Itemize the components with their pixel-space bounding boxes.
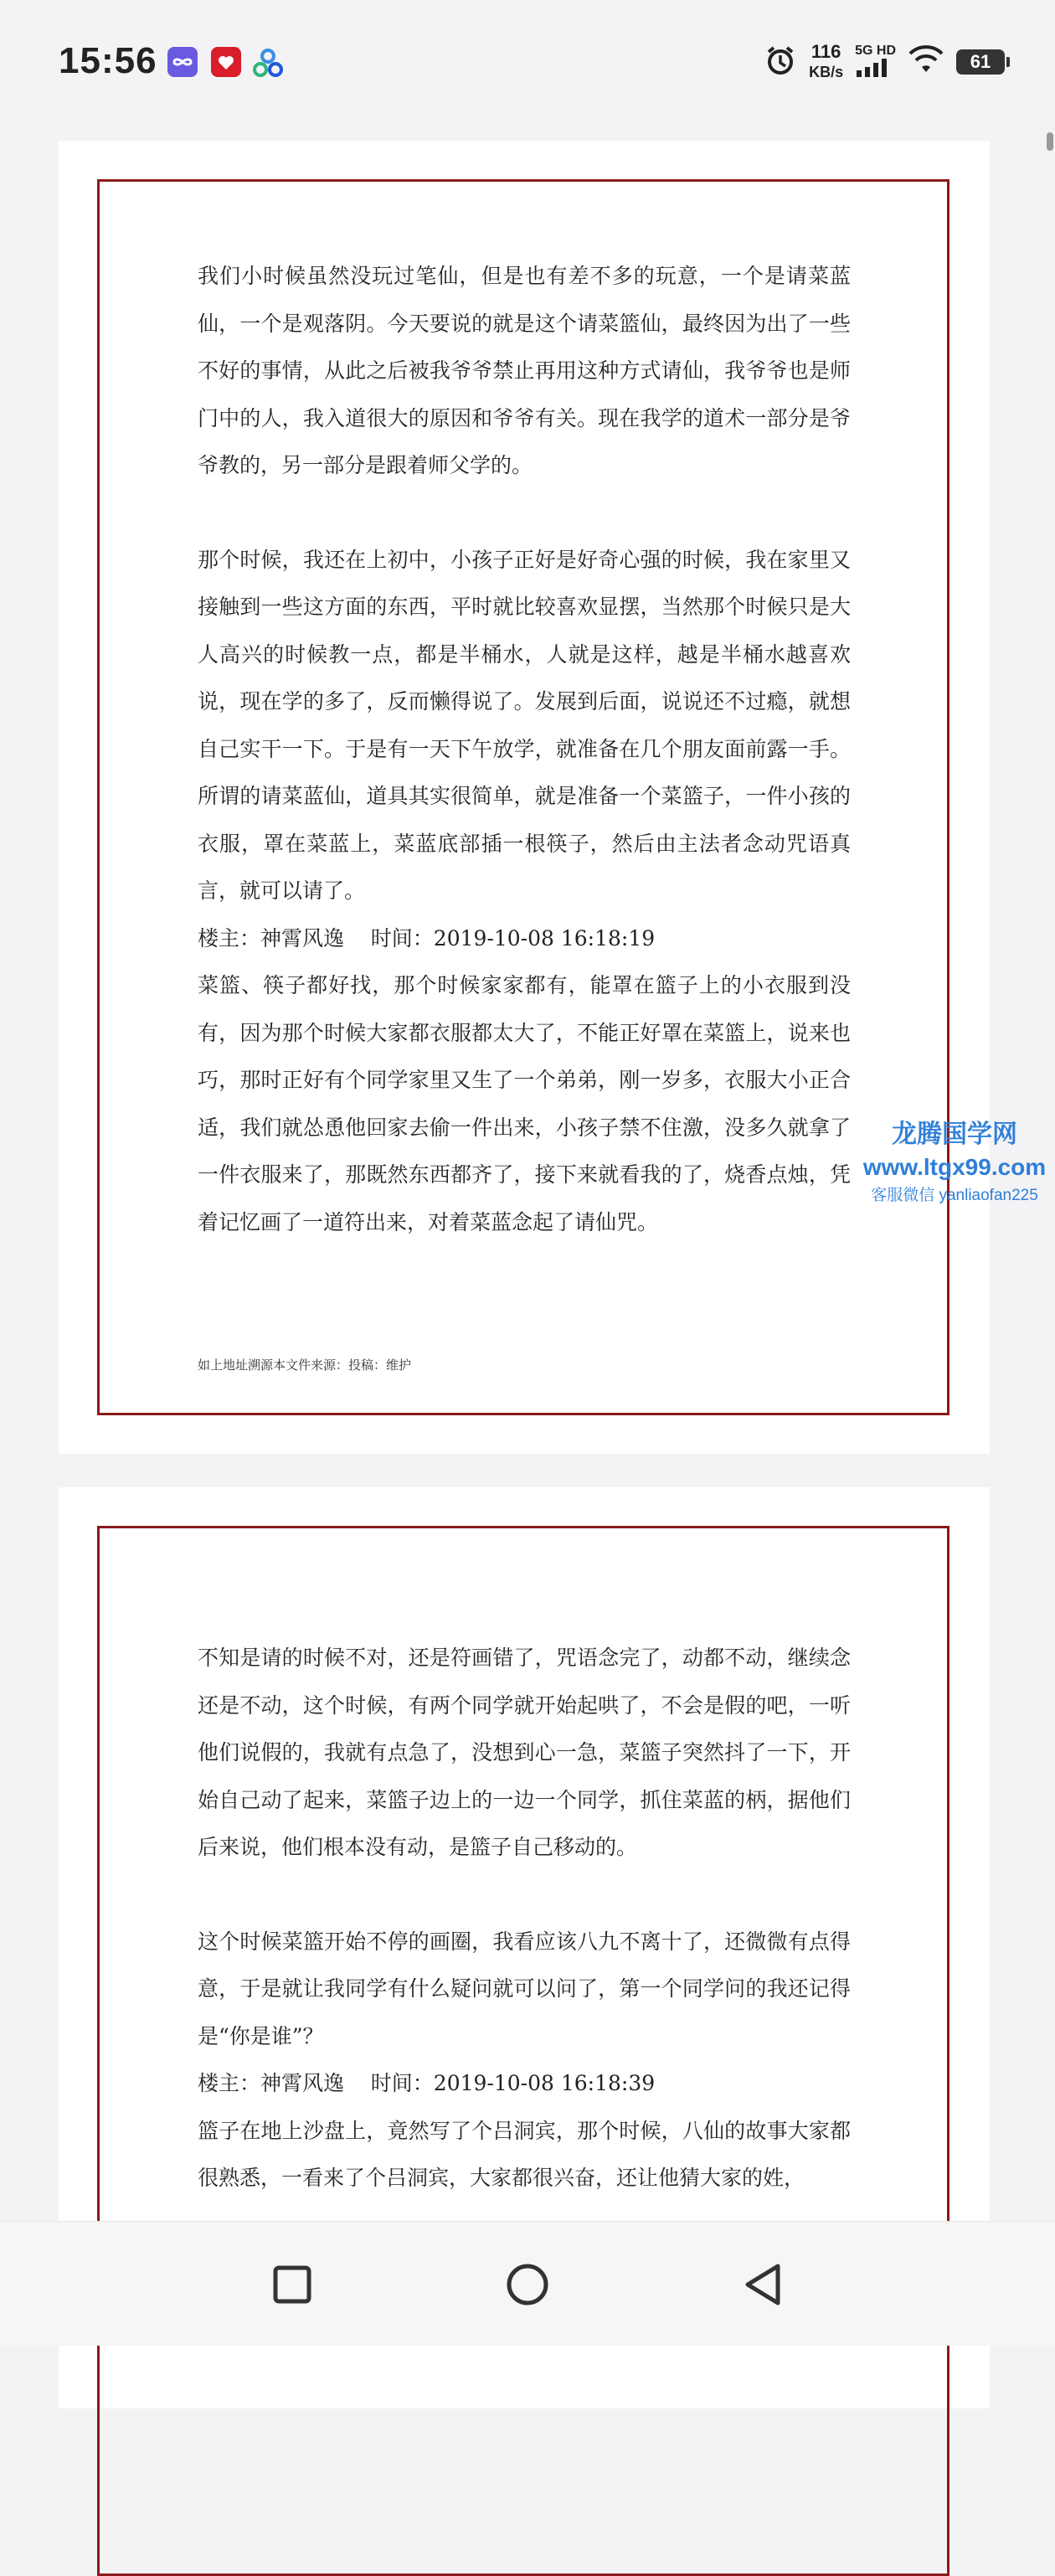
post-meta: 楼主：神霄风逸 时间：2019-10-08 16:18:19 — [198, 925, 656, 951]
square-icon — [270, 2263, 314, 2306]
paragraph: 篮子在地上沙盘上，竟然写了个吕洞宾，那个时候，八仙的故事大家都很熟悉，一看来了个吕洞宾，大家都很兴奋，还让他猜大家的姓， — [198, 2118, 851, 2190]
wifi-icon — [908, 45, 944, 80]
signal-icon — [855, 59, 892, 81]
watermark-url: www.ltgx99.com — [862, 1154, 1047, 1180]
network-type — [855, 44, 896, 81]
paragraph: 菜篮、筷子都好找，那个时候家家都有，能罩在篮子上的小衣服到没有，因为那个时候大家都衣服都太大了，不能正好罩在菜篮上，说来也巧，那时正好有个同学家里又生了一个弟弟，刚一岁多，衣服大小正合适，我们就怂恿他回家去偷一件出来，小孩子禁不住激，没多久就拿了一件衣服来了，那既然东西都齐了，接下来就看我的了，烧香点烛，凭着记忆画了一道符出来，对着菜蓝念起了请仙咒。 — [198, 973, 851, 1234]
cluster-app-icon — [251, 47, 281, 77]
heart-app-icon — [211, 47, 241, 77]
battery-icon: 61 — [956, 49, 1005, 75]
circle-icon — [504, 2261, 551, 2308]
status-bar — [0, 0, 1055, 107]
page-content — [198, 253, 851, 1246]
page-content — [198, 1635, 851, 2202]
navigation-bar — [0, 2221, 1055, 2346]
paragraph: 不知是请的时候不对，还是符画错了，咒语念完了，动都不动，继续念还是不动，这个时候，有两个同学就开始起哄了，不会是假的吧，一听他们说假的，我就有点急了，没想到心一急，菜篮子突然抖了一下，开始自己动了起来，菜篮子边上的一边一个同学，抓住菜蓝的柄，据他们后来说，他们根本没有动，是篮子自己移动的。 — [198, 1646, 851, 1859]
status-time: 15:56 — [59, 40, 157, 81]
recents-button[interactable] — [263, 2255, 322, 2314]
watermark-title: 龙腾国学网 — [892, 1121, 1017, 1148]
paragraph: 我们小时候虽然没玩过笔仙，但是也有差不多的玩意，一个是请菜蓝仙，一个是观落阴。今天要说的就是这个请菜篮仙，最终因为出了一些不好的事情，从此之后被我爷爷禁止再用这种方式请仙，我爷爷也是师门中的人，我入道很大的原因和爷爷有关。现在我学的道术一部分是爷爷教的，另一部分是跟着师父学的。 — [198, 264, 851, 477]
network-label: 5G HD — [855, 43, 896, 58]
alarm-icon — [764, 44, 797, 81]
watermark-contact: 客服微信 yanliaofan225 — [871, 1187, 1038, 1204]
post-meta: 楼主：神霄风逸 时间：2019-10-08 16:18:39 — [198, 2071, 656, 2095]
back-button[interactable] — [733, 2255, 792, 2314]
site-watermark — [862, 1118, 1047, 1208]
scrollbar[interactable] — [1047, 132, 1053, 151]
home-button[interactable] — [498, 2255, 557, 2314]
speed-value: 116 — [811, 41, 841, 62]
document-page-1 — [59, 141, 990, 1454]
infinity-app-icon — [167, 47, 198, 77]
paragraph: 那个时候，我还在上初中，小孩子正好是好奇心强的时候，我在家里又接触到一些这方面的东西，平时就比较喜欢显摆，当然那个时候只是大人高兴的时候教一点，都是半桶水，人就是这样，越是半桶水越喜欢说，现在学的多了，反而懒得说了。发展到后面，说说还不过瘾，就想自己实干一下。于是有一天下午放学，就准备在几个朋友面前露一手。所谓的请菜蓝仙，道具其实很简单，就是准备一个菜篮子，一件小孩的衣服，罩在菜蓝上，菜蓝底部插一根筷子，然后由主法者念动咒语真言，就可以请了。 — [198, 547, 851, 903]
speed-unit: KB/s — [809, 64, 844, 80]
paragraph: 这个时候菜篮开始不停的画圈，我看应该八九不离十了，还微微有点得意，于是就让我同学有什么疑问就可以问了，第一个同学问的我还记得是“你是谁”？ — [198, 1929, 851, 2048]
back-triangle-icon — [741, 2261, 785, 2308]
source-note: 如上地址溯源本文件来源：投稿：维护 — [198, 1358, 412, 1373]
status-indicators — [764, 42, 1005, 82]
network-speed — [809, 42, 843, 82]
